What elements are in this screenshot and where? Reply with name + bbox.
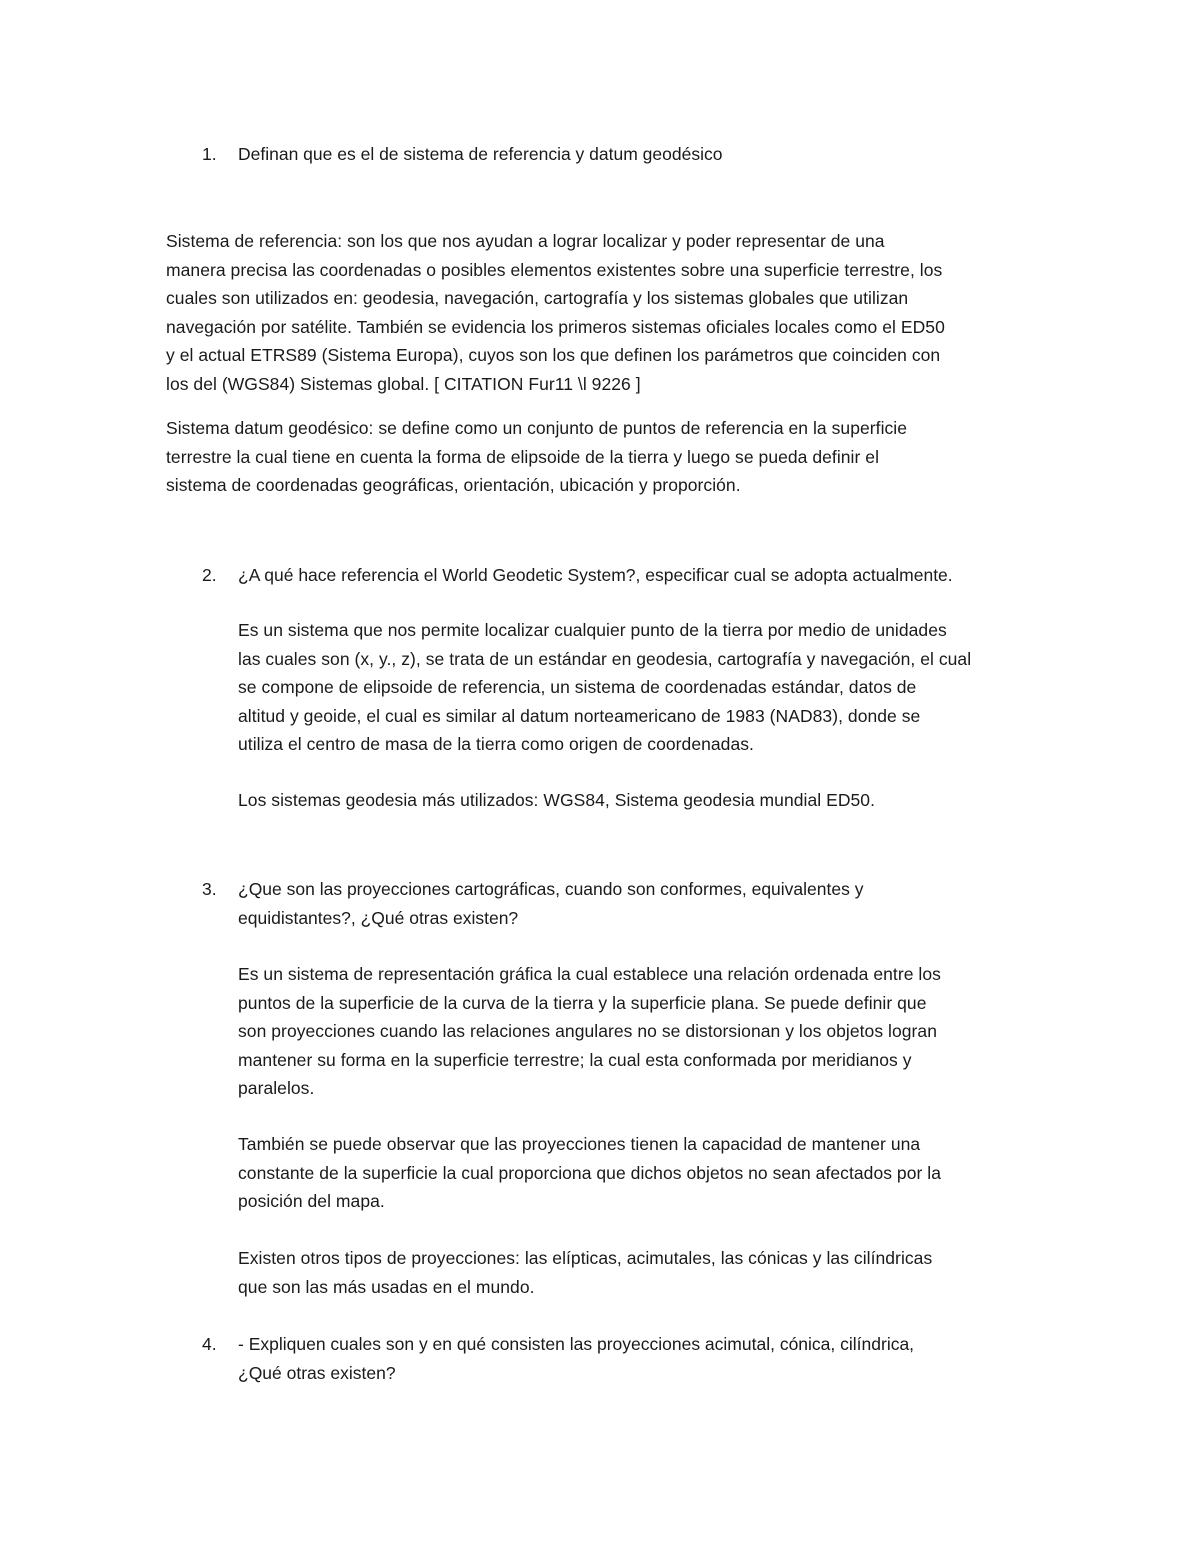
question-line: - Expliquen cuales son y en qué consisten las proyecciones acimutal, cónica, cilíndrica, — [238, 1334, 915, 1354]
question-number: 3. — [202, 879, 217, 899]
question-line: equidistantes?, ¿Qué otras existen? — [238, 907, 519, 928]
paragraph-proyecciones-answer — [238, 960, 1078, 1103]
question-text — [238, 1330, 914, 1387]
paragraph-existen — [238, 1244, 1078, 1301]
paragraph-line: mantener su forma en la superficie terrestre; la cual esta conformada por meridianos y — [238, 1049, 912, 1070]
paragraph-line: Sistema datum geodésico: se define como un conjunto de puntos de referencia en la superficie — [166, 418, 908, 438]
paragraph-line: que son las más usadas en el mundo. — [238, 1276, 535, 1297]
paragraph-line: utiliza el centro de masa de la tierra como origen de coordenadas. — [238, 734, 754, 754]
paragraph-line: Es un sistema de representación gráfica la cual establece una relación ordenada entre los — [238, 964, 941, 984]
paragraph-line: posición del mapa. — [238, 1191, 385, 1211]
paragraph-line: Los sistemas geodesia más utilizados: WGS84, Sistema geodesia mundial ED50. — [238, 790, 875, 810]
paragraph-line: se compone de elipsoide de referencia, un sistema de coordenadas estándar, datos de — [238, 677, 917, 697]
question-number: 1. — [202, 144, 217, 164]
paragraph-line: son proyecciones cuando las relaciones angulares no se distorsionan y los objetos logran — [238, 1021, 937, 1041]
paragraph-line: altitud y geoide, el cual es similar al datum norteamericano de 1983 (NAD83), donde se — [238, 705, 921, 726]
paragraph-tambien — [238, 1130, 1078, 1216]
paragraph-line: Sistema de referencia: son los que nos ayudan a lograr localizar y poder representar de una — [166, 231, 885, 251]
question-2 — [202, 561, 1102, 591]
paragraph-line: puntos de la superficie de la curva de la tierra y la superficie plana. Se puede definir que — [238, 992, 927, 1013]
paragraph-line: cuales son utilizados en: geodesia, navegación, cartografía y los sistemas globales que utilizan — [166, 288, 909, 308]
paragraph-line: y el actual ETRS89 (Sistema Europa), cuyos son los que definen los parámetros que coinciden con — [166, 345, 941, 365]
question-text: Definan que es el de sistema de referencia y datum geodésico — [238, 144, 723, 164]
question-text: ¿A qué hace referencia el World Geodetic System?, especificar cual se adopta actualmente. — [238, 565, 953, 585]
question-line: ¿Que son las proyecciones cartográficas, cuando son conformes, equivalentes y — [238, 879, 864, 899]
paragraph-line: las cuales son (x, y., z), se trata de un estándar en geodesia, cartografía y navegación, el cual — [238, 648, 972, 669]
question-text — [238, 875, 863, 932]
question-number: 2. — [202, 565, 217, 585]
question-1 — [202, 140, 1102, 170]
paragraph-line: paralelos. — [238, 1078, 315, 1098]
paragraph-line: constante de la superficie la cual proporciona que dichos objetos no sean afectados por la — [238, 1162, 942, 1183]
question-line: ¿Qué otras existen? — [238, 1362, 396, 1383]
paragraph-line: Es un sistema que nos permite localizar cualquier punto de la tierra por medio de unidades — [238, 620, 947, 640]
paragraph-datum-geodesico — [166, 414, 1066, 500]
paragraph-line: sistema de coordenadas geográficas, orientación, ubicación y proporción. — [166, 475, 741, 495]
paragraph-line: terrestre la cual tiene en cuenta la forma de elipsoide de la tierra y luego se pueda definir el — [166, 446, 880, 467]
paragraph-line: Existen otros tipos de proyecciones: las elípticas, acimutales, las cónicas y las cilíndricas — [238, 1248, 933, 1268]
question-4 — [202, 1330, 1102, 1390]
paragraph-sistema-referencia — [166, 227, 1066, 398]
paragraph-line: manera precisa las coordenadas o posibles elementos existentes sobre una superficie terrestre, los — [166, 259, 943, 280]
paragraph-line: navegación por satélite. También se evidencia los primeros sistemas oficiales locales como el ED50 — [166, 316, 945, 337]
question-number: 4. — [202, 1334, 217, 1354]
question-3 — [202, 875, 1102, 935]
paragraph-sistemas-utilizados — [238, 786, 1078, 815]
paragraph-wgs-answer — [238, 616, 1078, 759]
paragraph-line: También se puede observar que las proyecciones tienen la capacidad de mantener una — [238, 1134, 921, 1154]
paragraph-line: los del (WGS84) Sistemas global. [ CITATION Fur11 \l 9226 ] — [166, 373, 641, 394]
